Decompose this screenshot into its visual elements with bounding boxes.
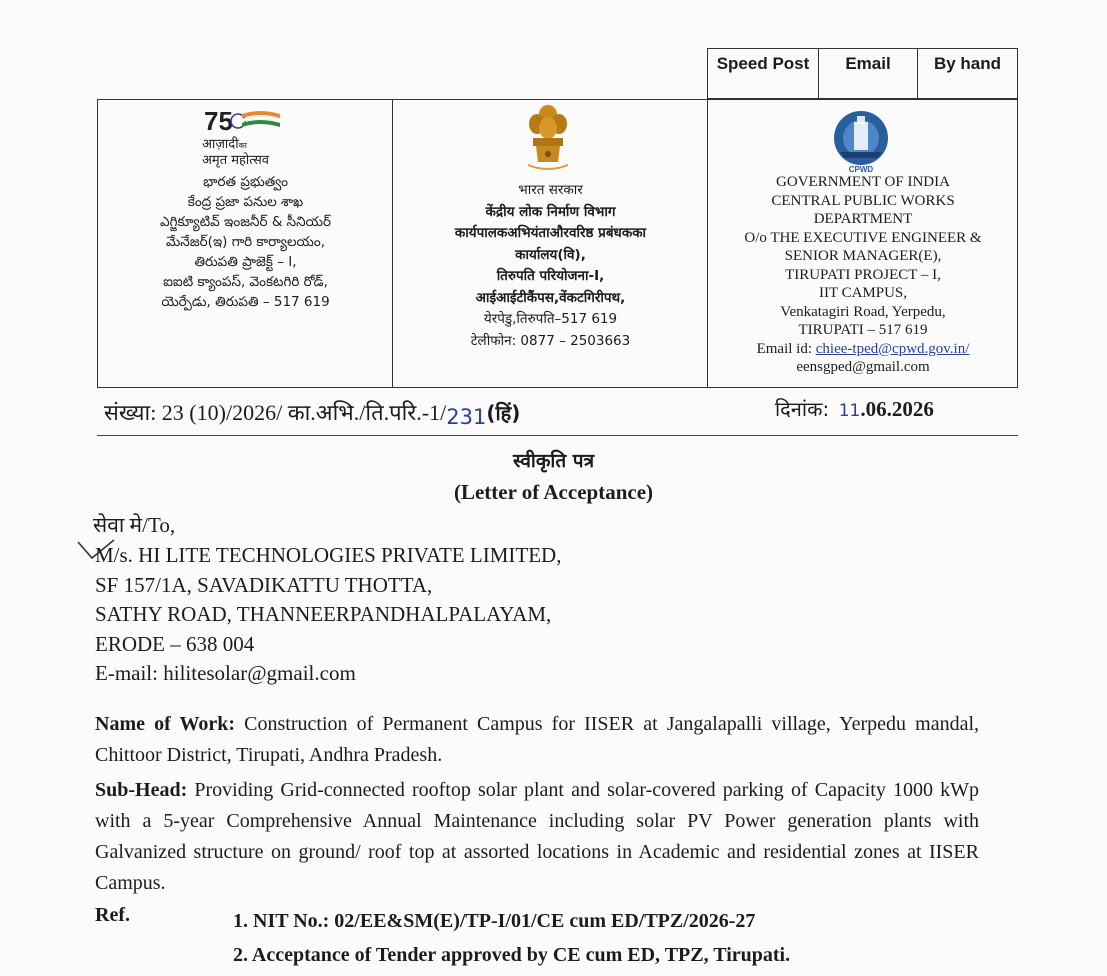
azadi-logo-line1b: का: [238, 141, 247, 150]
addressee-line: SATHY ROAD, THANNEERPANDHALPALAYAM,: [95, 602, 552, 626]
english-line: GOVERNMENT OF INDIA: [776, 174, 950, 190]
email-label: Email id:: [756, 340, 816, 357]
telugu-line: మేనేజర్(ఇ) గారి కార్యాలయం,: [165, 234, 326, 250]
svg-text:75: 75: [204, 106, 233, 136]
hindi-line: कार्यालय(वि),: [515, 246, 586, 263]
national-emblem-icon: [524, 102, 572, 174]
title-hindi: स्वीकृति पत्र: [512, 450, 595, 472]
english-line: O/o THE EXECUTIVE ENGINEER &: [744, 229, 982, 246]
ref-item: 1. NIT No.: 02/EE&SM(E)/TP-I/01/CE cum ED/TPZ/2026-27: [233, 910, 756, 932]
telugu-line: ఐఐటి క్యాంపస్, వెంకటగిరి రోడ్,: [163, 274, 328, 290]
telugu-line: భారత ప్రభుత్వం: [203, 174, 288, 190]
azadi-logo-line2: अमृत महोत्सव: [202, 153, 270, 168]
addressee-line: ERODE – 638 004: [95, 631, 255, 656]
handwritten-number: 231: [446, 405, 487, 429]
speed-post-cell: Speed Post: [708, 49, 819, 98]
hindi-line: आईआईटीकैंपस,वेंकटगिरीपथ,: [475, 289, 626, 306]
hindi-line: येरपेडु,तिरुपति–517 619: [483, 311, 618, 327]
hindi-telephone-line: टेलीफोन: 0877 – 2503663: [470, 332, 631, 349]
letter-number: [104, 397, 520, 427]
hindi-line: केंद्रीय लोक निर्माण विभाग: [485, 203, 616, 220]
english-line: IIT CAMPUS,: [818, 285, 908, 301]
ref-item: 2. Acceptance of Tender approved by CE cum ED, TPZ, Tirupati.: [233, 944, 791, 966]
english-line: Venkatagiri Road, Yerpedu,: [780, 303, 946, 320]
english-line: DEPARTMENT: [813, 211, 913, 227]
letterhead-hindi-column: [393, 100, 708, 387]
date-rest: .06.2026: [860, 397, 934, 421]
azadi-ka-amrit-mahotsav-logo: [202, 104, 282, 138]
email-link-1[interactable]: chiee-tped@cpwd.gov.in/: [815, 340, 970, 357]
telugu-line: ఎగ్జిక్యూటివ్ ఇంజనీర్ & సీనియర్: [160, 214, 331, 230]
english-line: TIRUPATI – 517 619: [798, 322, 928, 338]
handwritten-day: 11: [838, 401, 861, 421]
addressee-line: M/s. HI LITE TECHNOLOGIES PRIVATE LIMITED,: [95, 543, 562, 567]
hindi-line: भारत सरकार: [518, 182, 583, 198]
name-of-work-label: Name of Work:: [95, 713, 236, 735]
hindi-line: तिरुपति परियोजना-I,: [496, 268, 605, 284]
name-of-work: [95, 709, 979, 771]
email-line: [708, 340, 1018, 359]
english-line: CENTRAL PUBLIC WORKS: [771, 192, 955, 209]
telugu-line: యెర్పేడు, తిరుపతి – 517 619: [161, 294, 330, 310]
addressee-email-line: E-mail: hilitesolar@gmail.com: [95, 661, 356, 685]
email-link-2[interactable]: eensgped@gmail.com: [796, 359, 930, 375]
name-of-work-text: Construction of Permanent Campus for IISER at Jangalapalli village, Yerpedu mandal, Chittoor District, Tirupati, Andhra Pradesh.: [95, 713, 980, 766]
ref-label: Ref.: [95, 904, 130, 926]
telugu-line: తిరుపతి ప్రాజెక్ట్ – I,: [194, 254, 297, 270]
letterhead-english-column: [708, 100, 1017, 387]
azadi-logo-text: [202, 137, 269, 168]
sub-head: [95, 775, 979, 899]
salutation: सेवा मे/To,: [93, 513, 176, 537]
ref-list: [233, 904, 790, 972]
header-divider: [97, 435, 1018, 436]
letter-date: [775, 395, 934, 422]
sub-head-text: Providing Grid-connected rooftop solar plant and solar-covered parking of Capacity 1000 kWp with a 5-year Comprehensive Annual Maintenance including solar PV Power generation plants with Galvanized structure on ground/ roof top at assorted locations in Academic and residential zones at IISER Campus.: [95, 779, 979, 894]
cpwd-logo: [826, 108, 896, 174]
letter-number-suffix: (हिं): [486, 401, 521, 425]
telugu-address-block: [98, 172, 393, 312]
sub-head-label: Sub-Head:: [95, 779, 188, 801]
hindi-address-block: [393, 180, 708, 352]
letterhead-telugu-column: [98, 100, 393, 387]
by-hand-cell: By hand: [933, 54, 1002, 73]
hindi-line: कार्यपालकअभियंताऔरवरिष्ठ प्रबंधकका: [454, 225, 647, 241]
title-english: (Letter of Acceptance): [453, 480, 654, 504]
email-cell: Email: [819, 49, 918, 98]
telugu-line: కేంద్ర ప్రజా పనుల శాఖ: [187, 194, 304, 210]
english-address-block: [708, 173, 1018, 377]
azadi-logo-line1: आज़ादी: [202, 137, 239, 152]
date-label: दिनांक:: [775, 397, 830, 421]
letterhead: [97, 99, 1018, 388]
addressee-line: SF 157/1A, SAVADIKATTU THOTTA,: [95, 572, 433, 597]
cpwd-logo-caption: CPWD: [848, 165, 874, 174]
addressee-block: [95, 541, 561, 689]
english-line: SENIOR MANAGER(E),: [784, 248, 942, 264]
english-line: TIRUPATI PROJECT – I,: [785, 266, 941, 283]
letter-number-prefix: संख्या: 23 (10)/2026/ का.अभि./ति.परि.-1/: [104, 400, 447, 425]
dispatch-mode-table: [707, 48, 1018, 99]
